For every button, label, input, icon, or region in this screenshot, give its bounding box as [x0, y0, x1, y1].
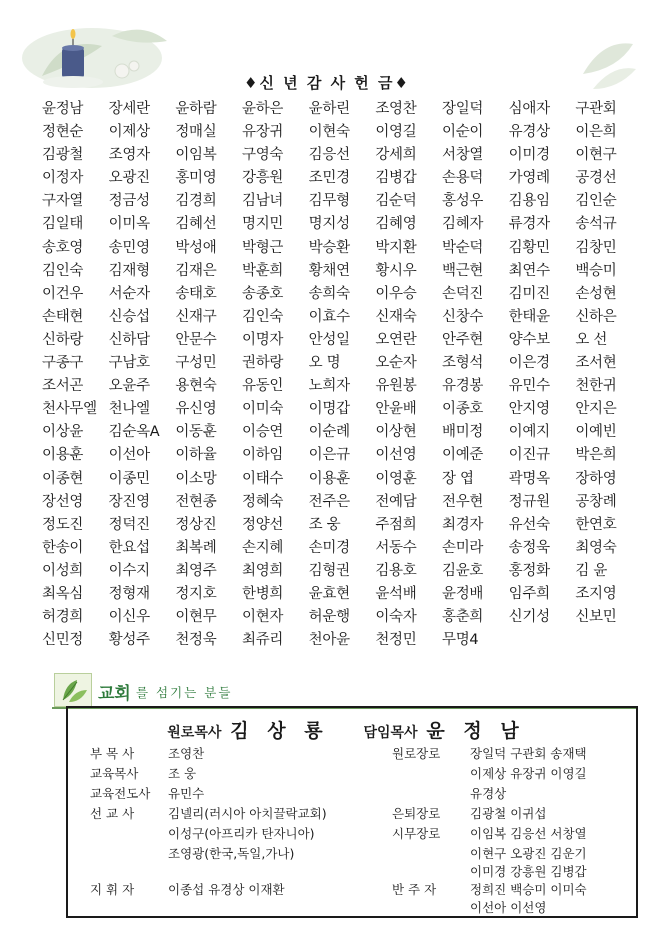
donor-name: 최경자 — [441, 516, 484, 533]
donor-name: 윤하린 — [308, 101, 350, 117]
staff-row — [90, 804, 327, 822]
staff-value: 조영찬 — [168, 746, 205, 761]
staff-row — [90, 880, 285, 898]
donor-name: 이제상 — [108, 124, 150, 141]
donor-name: 이예빈 — [575, 424, 617, 441]
donor-name: 천아윤 — [308, 632, 350, 649]
donor-name: 이승연 — [241, 424, 284, 441]
donor-name: 천사무엘 — [42, 401, 97, 418]
donor-name: 이순이 — [441, 124, 484, 141]
donor-name: 이동훈 — [175, 424, 217, 441]
donor-name: 이용훈 — [308, 470, 350, 487]
staff-label: 선 교 사 — [90, 806, 135, 821]
donor-name: 황채연 — [308, 262, 350, 279]
donor-name: 이종현 — [42, 470, 84, 487]
donor-name: 곽명옥 — [508, 470, 550, 487]
donor-name: 전우현 — [441, 493, 484, 510]
donor-name: 정규원 — [508, 493, 550, 510]
donor-name: 김응선 — [308, 147, 350, 164]
pastors-heading — [68, 716, 636, 743]
donor-name: 안윤배 — [375, 401, 417, 418]
donor-name: 최연수 — [508, 262, 550, 279]
donor-name: 신민정 — [42, 632, 84, 649]
donor-name: 손덕진 — [441, 285, 484, 302]
donor-name: 최복례 — [175, 539, 217, 556]
donor-name: 황시우 — [375, 262, 417, 279]
donor-name: 유경상 — [508, 124, 550, 141]
donor-name: 박순덕 — [441, 239, 484, 256]
donor-name: 한요섭 — [108, 539, 150, 556]
donor-name: 송종호 — [241, 285, 284, 302]
donor-name: 서동수 — [375, 539, 417, 556]
donor-name: 전예담 — [375, 493, 417, 510]
donor-name: 이미옥 — [108, 216, 150, 233]
staff-value: 조 웅 — [168, 766, 197, 781]
donor-name: 정매실 — [175, 124, 217, 141]
donor-name: 장 엽 — [441, 470, 474, 487]
donor-name: 이수지 — [108, 562, 150, 579]
donor-name: 홍춘희 — [441, 609, 484, 626]
donor-name: 심애자 — [508, 101, 550, 117]
donor-name: 안지은 — [575, 401, 617, 418]
donor-name: 김병갑 — [375, 170, 417, 187]
donor-name: 권하랑 — [241, 355, 284, 372]
donor-name: 조영자 — [108, 147, 150, 164]
donor-name: 이성희 — [42, 562, 84, 579]
donor-name: 조민경 — [308, 170, 350, 187]
staff-box — [66, 706, 638, 918]
donor-name: 정혜숙 — [241, 493, 284, 510]
donor-name: 이미숙 — [241, 401, 284, 418]
donor-name: 조형석 — [441, 355, 484, 372]
staff-row — [392, 824, 587, 842]
donor-name: 신보민 — [575, 609, 617, 626]
staff-row — [90, 744, 204, 762]
donor-name: 서창열 — [441, 147, 484, 164]
donor-name: 이은경 — [508, 355, 550, 372]
donor-name: 박은희 — [575, 447, 617, 464]
donor-name: 조서현 — [575, 355, 617, 372]
donor-name: 손미경 — [308, 539, 350, 556]
donor-name: 강흥원 — [241, 170, 284, 187]
donor-name: 김형권 — [308, 562, 350, 579]
donor-name: 오연란 — [375, 331, 417, 348]
donor-name: 한송이 — [42, 539, 84, 556]
donor-name: 안문수 — [175, 331, 217, 348]
donor-name: 조 웅 — [308, 516, 341, 533]
donor-name: 이현무 — [175, 609, 217, 626]
donor-name: 정도진 — [42, 516, 84, 533]
donor-name: 김일태 — [42, 216, 84, 233]
donor-name: 천정민 — [375, 632, 417, 649]
donor-name: 주점희 — [375, 516, 417, 533]
donor-name: 구성민 — [175, 355, 217, 372]
donor-name: 송석규 — [575, 216, 617, 233]
donor-name: 김용호 — [375, 562, 417, 579]
staff-row — [90, 824, 315, 842]
donor-name: 오 명 — [308, 355, 341, 372]
emeritus-pastor-title: 원로목사 — [167, 725, 222, 741]
donor-name: 양수보 — [508, 331, 550, 348]
donor-name: 용현숙 — [175, 378, 217, 395]
donor-name: 구종구 — [42, 355, 84, 372]
donor-name: 손지혜 — [241, 539, 284, 556]
donor-name: 윤석배 — [375, 585, 417, 602]
donor-name: 이소망 — [175, 470, 217, 487]
donor-name: 오윤주 — [108, 378, 150, 395]
church-servants-header — [52, 671, 637, 709]
staff-label: 부 목 사 — [90, 746, 135, 761]
staff-row — [392, 880, 587, 898]
donor-name: 한연호 — [575, 516, 617, 533]
donor-name: 구남호 — [108, 355, 150, 372]
donor-name: 최영주 — [175, 562, 217, 579]
donor-name: 구영숙 — [241, 147, 284, 164]
donor-name: 이하임 — [241, 447, 284, 464]
donor-name: 신기성 — [508, 609, 550, 626]
donor-name: 유신영 — [175, 401, 217, 418]
senior-pastor-name: 윤 정 남 — [426, 720, 525, 742]
donor-name: 이임복 — [175, 147, 217, 164]
donor-name: 김인순 — [575, 193, 617, 210]
donor-name: 이종호 — [441, 401, 484, 418]
donor-name: 이예준 — [441, 447, 484, 464]
donor-name: 공창례 — [575, 493, 617, 510]
donor-name: 구자열 — [42, 193, 84, 210]
donor-name: 안성일 — [308, 331, 350, 348]
donor-name: 박성애 — [175, 239, 217, 256]
donor-name: 이진규 — [508, 447, 550, 464]
donor-name: 김혜영 — [375, 216, 417, 233]
donor-name: 김혜자 — [441, 216, 484, 233]
staff-label: 교육전도사 — [90, 786, 151, 801]
donor-name: 전주은 — [308, 493, 350, 510]
donor-name: 윤정배 — [441, 585, 484, 602]
staff-value: 이현구 오광진 김운기 — [470, 846, 587, 861]
donor-name: 신재구 — [175, 308, 217, 325]
donor-name: 정상진 — [175, 516, 217, 533]
donor-name: 이예지 — [508, 424, 550, 441]
donor-name: 이선아 — [108, 447, 150, 464]
donor-name: 구관회 — [575, 101, 617, 117]
donor-name: 안지영 — [508, 401, 550, 418]
donor-name: 허운행 — [308, 609, 350, 626]
donor-name: 공경선 — [575, 170, 617, 187]
donor-name: 이하율 — [175, 447, 217, 464]
donor-name: 이상윤 — [42, 424, 84, 441]
section-title: ♦신 년 감 사 헌 금♦ — [244, 74, 410, 92]
donor-name: 이명갑 — [308, 401, 350, 418]
donor-name: 이영길 — [375, 124, 417, 141]
donor-name: 손미라 — [441, 539, 484, 556]
donor-name: 송호영 — [42, 239, 84, 256]
donor-name: 이영훈 — [375, 470, 417, 487]
donor-name: 명지민 — [241, 216, 284, 233]
staff-label: 은퇴장로 — [392, 806, 441, 821]
donor-name: 송정욱 — [508, 539, 550, 556]
donor-name: 최영숙 — [575, 539, 617, 556]
donor-name: 이선영 — [375, 447, 417, 464]
church-subtitle: 를 섬기는 분들 — [136, 685, 233, 700]
donor-name: 신하은 — [575, 308, 617, 325]
staff-value: 김넬리(러시아 아치끌락교회) — [168, 806, 327, 821]
donor-name: 조서곤 — [42, 378, 84, 395]
staff-value: 이선아 이선영 — [470, 900, 547, 915]
donor-name: 오 선 — [575, 331, 608, 348]
donor-name: 송민영 — [108, 239, 150, 256]
donor-name: 이건우 — [42, 285, 84, 302]
donor-name: 천정욱 — [175, 632, 217, 649]
donor-name: 최쥬리 — [241, 632, 284, 649]
donor-name: 최옥심 — [42, 585, 84, 602]
staff-label: 반 주 자 — [392, 882, 437, 897]
staff-row — [90, 764, 196, 782]
donor-name: 송태호 — [175, 285, 217, 302]
donor-name: 오순자 — [375, 355, 417, 372]
staff-value: 이임복 김응선 서창열 — [470, 826, 587, 841]
donor-name: 유경봉 — [441, 378, 484, 395]
donor-name: 윤하람 — [175, 101, 217, 117]
donor-name: 오광진 — [108, 170, 150, 187]
donor-name: 신재숙 — [375, 308, 417, 325]
donor-name: 이명자 — [241, 331, 284, 348]
donor-name-grid — [42, 98, 642, 652]
donor-name: 윤정남 — [42, 101, 84, 117]
donor-name: 홍미영 — [175, 170, 217, 187]
donor-name: 김남녀 — [241, 193, 284, 210]
donor-name: 강세희 — [375, 147, 417, 164]
donor-name: 이현자 — [241, 609, 284, 626]
donor-name: 정금성 — [108, 193, 150, 210]
donor-name: 유장귀 — [241, 124, 284, 141]
donor-name: 김인숙 — [42, 262, 84, 279]
donor-name: 이신우 — [108, 609, 150, 626]
donor-name: 이미경 — [508, 147, 550, 164]
donor-name: 이상현 — [375, 424, 417, 441]
donor-name: 배미정 — [441, 424, 484, 441]
donor-name: 최영희 — [241, 562, 284, 579]
donor-name: 김경희 — [175, 193, 217, 210]
donor-name: 신하담 — [108, 331, 150, 348]
staff-label: 교육목사 — [90, 766, 139, 781]
donor-name: 장선영 — [42, 493, 84, 510]
donor-name: 김광철 — [42, 147, 84, 164]
donor-name: 이현숙 — [308, 124, 350, 141]
staff-value: 장일덕 구관회 송재택 — [470, 746, 587, 761]
donor-name: 김 윤 — [575, 562, 608, 579]
donor-name: 홍정화 — [508, 562, 550, 579]
donor-name: 전현종 — [175, 493, 217, 510]
donor-name: 서순자 — [108, 285, 150, 302]
donor-name: 김황민 — [508, 239, 550, 256]
donor-name: 류경자 — [508, 216, 550, 233]
staff-value: 정희진 백승미 이미숙 — [470, 882, 587, 897]
staff-row — [392, 784, 506, 802]
donor-name: 황성주 — [108, 632, 150, 649]
donor-name: 유동인 — [241, 378, 284, 395]
donor-name: 이정자 — [42, 170, 84, 187]
staff-value: 이미경 강흥원 김병갑 — [470, 864, 587, 879]
donor-name: 이숙자 — [375, 609, 417, 626]
staff-value: 유민수 — [168, 786, 205, 801]
donor-name: 신창수 — [441, 308, 484, 325]
emeritus-pastor-name: 김 상 룡 — [230, 720, 329, 742]
staff-value: 김광철 이귀섭 — [470, 806, 547, 821]
donor-name: 백승미 — [575, 262, 617, 279]
staff-row — [392, 764, 587, 782]
donor-name: 이순례 — [308, 424, 350, 441]
staff-row — [392, 744, 587, 762]
donor-name: 이은규 — [308, 447, 350, 464]
senior-pastor-title: 담임목사 — [363, 725, 418, 741]
donor-name: 박지환 — [375, 239, 417, 256]
donor-name: 한태윤 — [508, 308, 550, 325]
donor-name: 유민수 — [508, 378, 550, 395]
donor-name: 박승환 — [308, 239, 350, 256]
donor-name: 정형재 — [108, 585, 150, 602]
donor-name: 정양선 — [241, 516, 284, 533]
offering-page — [22, 16, 632, 920]
donor-name: 송희숙 — [308, 285, 350, 302]
staff-value: 이종섭 유경상 이재환 — [168, 882, 285, 897]
donor-name: 신승섭 — [108, 308, 150, 325]
donor-name: 임주희 — [508, 585, 550, 602]
staff-value: 유경상 — [470, 786, 507, 801]
donor-name: 김순덕 — [375, 193, 417, 210]
donor-name: 장일덕 — [441, 101, 484, 117]
donor-name: 장하영 — [575, 470, 617, 487]
donor-name: 윤효현 — [308, 585, 350, 602]
donor-name: 가영례 — [508, 170, 550, 187]
donor-name: 김무형 — [308, 193, 350, 210]
staff-row — [392, 862, 587, 880]
church-title: 교회 — [98, 684, 131, 704]
donor-name: 이종민 — [108, 470, 150, 487]
donor-name: 정현순 — [42, 124, 84, 141]
donor-name: 신하랑 — [42, 331, 84, 348]
donor-name: 안주현 — [441, 331, 484, 348]
donor-name: 김미진 — [508, 285, 550, 302]
staff-row — [90, 784, 204, 802]
donor-name: 천나엘 — [108, 401, 150, 418]
donor-name: 정지호 — [175, 585, 217, 602]
donor-name: 김재은 — [175, 262, 217, 279]
donor-name: 박훈희 — [241, 262, 284, 279]
staff-row — [392, 844, 587, 862]
donor-name: 윤하은 — [241, 101, 284, 117]
donor-name: 유원봉 — [375, 378, 417, 395]
donor-name: 손성현 — [575, 285, 617, 302]
staff-row — [392, 804, 546, 822]
donor-name: 장세란 — [108, 101, 150, 117]
donor-name: 손용덕 — [441, 170, 484, 187]
donor-name: 손태현 — [42, 308, 84, 325]
staff-value: 이성구(아프리카 탄자니아) — [168, 826, 315, 841]
donor-name: 김재형 — [108, 262, 150, 279]
donor-name: 한병희 — [241, 585, 284, 602]
donor-name: 이은희 — [575, 124, 617, 141]
staff-value: 이제상 유장귀 이영길 — [470, 766, 587, 781]
donor-name: 김용임 — [508, 193, 550, 210]
donor-name: 명지성 — [308, 216, 350, 233]
donor-name: 백근현 — [441, 262, 484, 279]
staff-label: 시무장로 — [392, 826, 441, 841]
donor-name: 조영찬 — [375, 101, 417, 117]
donor-name: 무명4 — [441, 632, 479, 649]
donor-name: 김인숙 — [241, 308, 284, 325]
donor-name: 이태수 — [241, 470, 284, 487]
donor-name: 허경희 — [42, 609, 84, 626]
staff-row — [392, 898, 546, 916]
donor-name: 이현구 — [575, 147, 617, 164]
donor-name: 김창민 — [575, 239, 617, 256]
donor-name: 천한귀 — [575, 378, 617, 395]
donor-name: 정덕진 — [108, 516, 150, 533]
staff-row — [90, 844, 294, 862]
staff-value: 조영광(한국,독일,가나) — [168, 846, 295, 861]
donor-name: 김윤호 — [441, 562, 484, 579]
donor-name: 이효수 — [308, 308, 350, 325]
donor-name: 이우승 — [375, 285, 417, 302]
donor-name: 박형근 — [241, 239, 284, 256]
donor-name: 홍성우 — [441, 193, 484, 210]
donor-name: 이용훈 — [42, 447, 84, 464]
donor-name: 장진영 — [108, 493, 150, 510]
staff-label: 지 휘 자 — [90, 882, 135, 897]
donor-name: 김순옥A — [108, 424, 160, 441]
leaf-logo-icon — [54, 673, 92, 707]
donor-name: 유선숙 — [508, 516, 550, 533]
donor-name: 김혜선 — [175, 216, 217, 233]
donor-name: 조지영 — [575, 585, 617, 602]
donor-name: 노희자 — [308, 378, 350, 395]
staff-label: 원로장로 — [392, 746, 441, 761]
